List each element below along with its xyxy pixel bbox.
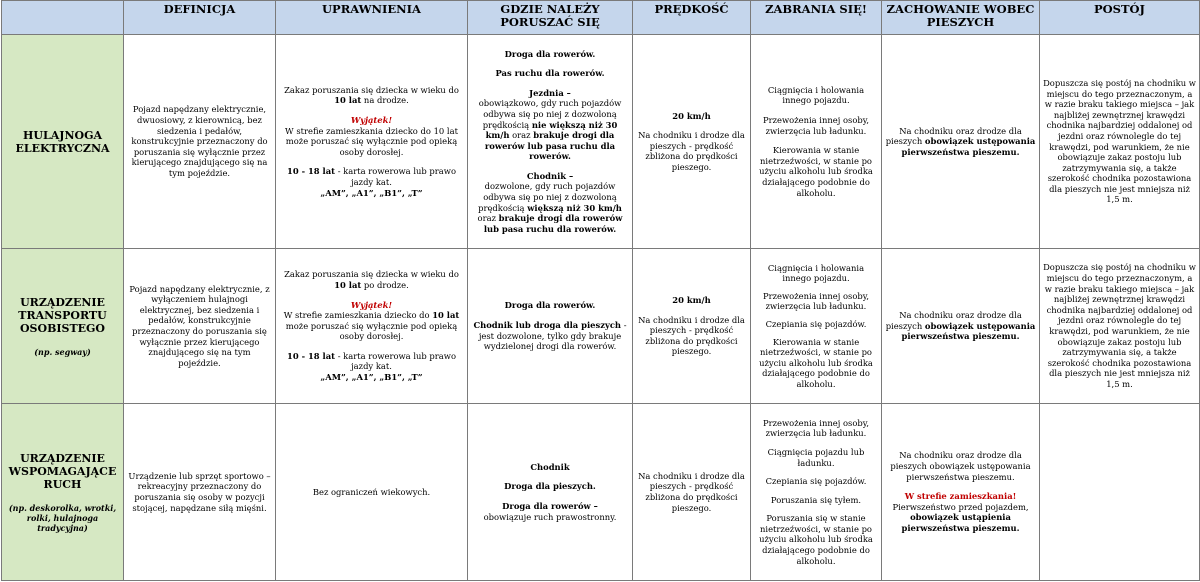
uprawnienia-license: [279, 166, 464, 198]
speed-note: Na chodniku i drodze dla pieszych - prędkość zbliżona do prędkości pieszego.: [638, 314, 745, 357]
gdzie-item: [471, 501, 629, 522]
uprawnienia-license: [279, 351, 464, 383]
text: Droga dla pieszych.: [504, 481, 596, 492]
row-urzadzenie-transportu-osobistego: [2, 249, 1200, 404]
text: Zakaz poruszania się dziecka w wieku do: [284, 84, 459, 95]
gdzie-item: [471, 49, 629, 60]
cell-zachowanie: [882, 35, 1040, 249]
age-value: 10 lat: [334, 95, 362, 106]
text: - karta rowerowa lub prawo jazdy kat.: [335, 350, 456, 372]
row-title: [2, 249, 124, 404]
cell-zabrania: [751, 404, 882, 581]
text: Pierwszeństwo przed pojazdem,: [892, 501, 1029, 512]
gdzie-item: [471, 68, 629, 79]
header-row: [2, 1, 1200, 35]
exception-label: Wyjątek!: [350, 299, 393, 310]
zachowanie-item: Na chodniku oraz drodze dla pieszych obowiązek ustępowania pierwszeństwa pieszemu.: [890, 450, 1031, 482]
zakaz-item: Kierowania w stanie nietrzeźwości, w stanie po użyciu alkoholu lub środka działającego podobnie do alkoholu.: [759, 336, 873, 389]
speed-note: Na chodniku i drodze dla pieszych - prędkość zbliżona do prędkości pieszego.: [638, 130, 745, 172]
uprawnienia-text: Bez ograniczeń wiekowych.: [312, 486, 431, 497]
definicja-text: Pojazd napędzany elektrycznie, dwuosiowy, z kierownicą, bez siedzenia i pedałów, konstrukcyjnie przeznaczony do poruszania się wyłącznie przez kierującego znajdującego się na tym pojeździe.: [131, 104, 268, 178]
zakaz-item: Ciągnięcia pojazdu lub ładunku.: [767, 446, 865, 468]
cell-definicja: [124, 404, 276, 581]
gdzie-item: [471, 462, 629, 473]
text: Chodnik –: [526, 170, 574, 181]
speed-value: [636, 295, 747, 306]
text: większą niż 30 km/h: [527, 202, 622, 213]
text: 20 km/h: [672, 110, 711, 121]
zakaz-item: Poruszania się w stanie nietrzeźwości, w stanie po użyciu alkoholu lub środka działającego podobnie do alkoholu.: [759, 513, 873, 566]
definicja-text: Pojazd napędzany elektrycznie, z wyłączeniem hulajnogi elektrycznej, bez siedzenia i pedałów, konstrukcyjnie przeznaczony do poruszania się wyłącznie przez kierującego znajdującego się na tym pojeździe.: [129, 283, 270, 368]
text: dozwolone, gdy ruch pojazdów odbywa się po niej z dozwoloną prędkością: [478, 181, 617, 213]
text: obowiązek ustępowania pierwszeństwa pieszemu.: [901, 136, 1036, 157]
row-hulajnoga-elektryczna: [2, 35, 1200, 249]
uprawnienia-exception: [279, 300, 464, 342]
text: Na chodniku oraz drodze dla pieszych: [885, 310, 1022, 331]
zakaz-item: Kierowania w stanie nietrzeźwości, w stanie po użyciu alkoholu lub środka działającego podobnie do alkoholu.: [759, 145, 873, 198]
header-predkosc: PRĘDKOŚĆ: [633, 1, 751, 35]
gdzie-item: [471, 300, 629, 311]
header-uprawnienia: UPRAWNIENIA: [276, 1, 468, 35]
text: obowiązek ustępowania pierwszeństwa pieszemu.: [901, 320, 1036, 342]
row-title: [2, 404, 124, 581]
text: oraz: [477, 213, 499, 224]
row-title: [2, 35, 124, 249]
text: brakuje drogi dla rowerów lub pasa ruchu dla rowerów.: [484, 130, 616, 162]
header-gdzie: GDZIE NALEŻY PORUSZAĆ SIĘ: [468, 1, 633, 35]
zakaz-item: Przewożenia innej osoby, zwierzęcia lub ładunku.: [762, 115, 870, 136]
age-value: 10 lat: [334, 279, 362, 290]
row-title-text: URZĄDZENIE TRANSPORTU OSOBISTEGO: [18, 295, 107, 335]
text: 20 km/h: [672, 295, 711, 306]
text: Na chodniku oraz drodze dla pieszych: [885, 125, 1022, 147]
zakaz-item: Przewożenia innej osoby, zwierzęcia lub ładunku.: [762, 417, 870, 439]
age-range: 10 - 18 lat: [287, 166, 336, 177]
header-postoj: POSTÓJ: [1040, 1, 1200, 35]
cell-zabrania: [751, 35, 882, 249]
uprawnienia-age-limit: [279, 85, 464, 106]
cell-zachowanie: [882, 404, 1040, 581]
text: Jezdnia –: [529, 87, 571, 98]
zakaz-item: Ciągnięcia i holowania innego pojazdu.: [767, 84, 865, 106]
row-subtitle: (np. deskorolka, wrotki, rolki, hulajnoga tradycyjna): [8, 502, 117, 533]
gdzie-item: [471, 320, 629, 352]
cell-predkosc: [633, 35, 751, 249]
cell-uprawnienia: [276, 35, 468, 249]
exception-text: W strefie zamieszkania dziecko do 10 lat może poruszać się wyłącznie pod opieką osoby dorosłej.: [285, 125, 458, 157]
age-range: 10 - 18 lat: [287, 350, 336, 361]
age-value: 10 lat: [432, 310, 460, 321]
zakaz-item: Poruszania się tyłem.: [770, 494, 862, 505]
row-subtitle: (np. segway): [34, 346, 91, 357]
text: Droga dla rowerów.: [504, 48, 596, 59]
cell-postoj: [1040, 249, 1200, 404]
speed-note: Na chodniku i drodze dla pieszych - prędkość zbliżona do prędkości pieszego.: [638, 470, 745, 513]
cell-zabrania: [751, 249, 882, 404]
license-categories: „AM”, „A1”, „B1”, „T”: [320, 372, 423, 383]
text: Pas ruchu dla rowerów.: [495, 68, 605, 79]
header-zachowanie: ZACHOWANIE WOBEC PIESZYCH: [882, 1, 1040, 35]
exception-label: Wyjątek!: [350, 115, 393, 126]
text: obowiązek ustąpienia pierwszeństwa pieszemu.: [901, 512, 1020, 533]
cell-uprawnienia: [276, 249, 468, 404]
text: Zakaz poruszania się dziecka w wieku do: [284, 269, 459, 280]
cell-gdzie: [468, 249, 633, 404]
cell-gdzie: [468, 404, 633, 581]
text: obowiązkowo, gdy ruch pojazdów odbywa się po niej z dozwoloną prędkością: [478, 98, 622, 130]
zakaz-item: Czepiania się pojazdów.: [765, 318, 867, 329]
corner-cell: [2, 1, 124, 35]
text: może poruszać się wyłącznie pod opieką osoby dorosłej.: [285, 320, 458, 342]
text: W strefie zamieszkania dziecko do: [283, 310, 433, 321]
text: na drodze.: [361, 95, 409, 106]
text: nie większą niż 30 km/h: [485, 119, 618, 141]
cell-definicja: [124, 35, 276, 249]
text: brakuje drogi dla rowerów lub pasa ruchu dla rowerów.: [483, 213, 623, 234]
header-definicja: DEFINICJA: [124, 1, 276, 35]
cell-predkosc: [633, 249, 751, 404]
gdzie-item: [471, 481, 629, 492]
text: Droga dla rowerów.: [504, 300, 596, 311]
cell-gdzie: [468, 35, 633, 249]
postoj-text: Dopuszcza się postój na chodniku w miejscu do tego przeznaczonym, a w razie braku takiego miejsca – jak najbliżej zewnętrznej krawędzi chodnika najbardziej oddalonej od jezdni oraz równolegle do tej krawędzi, pod warunkiem, że nie obowiązuje zakaz postoju lub zatrzymywania się, a także szerokość chodnika pozostawiona dla pieszych nie jest mniejsza niż 1,5 m.: [1043, 77, 1196, 205]
cell-postoj: [1040, 404, 1200, 581]
cell-predkosc: [633, 404, 751, 581]
text: oraz: [509, 130, 534, 141]
cell-uprawnienia: [276, 404, 468, 581]
cell-definicja: [124, 249, 276, 404]
text: Droga dla rowerów –: [502, 501, 598, 511]
postoj-text: Dopuszcza się postój na chodniku w miejscu do tego przeznaczonym, a w razie braku takiego miejsca – jak najbliżej zewnętrznej krawędzi chodnika najbardziej oddalonej od jezdni oraz równolegle do tej krawędzi, pod warunkiem, że nie obowiązuje zakaz postoju lub zatrzymywania się, a także szerokość chodnika pozostawiona dla pieszych nie jest mniejsza niż 1,5 m.: [1043, 262, 1196, 389]
license-categories: „AM”, „A1”, „B1”, „T”: [320, 187, 423, 198]
uprawnienia-age-limit: [279, 269, 464, 290]
zakaz-item: Ciągnięcia i holowania innego pojazdu.: [767, 262, 865, 284]
text: po drodze.: [361, 279, 409, 290]
text: - karta rowerowa lub prawo jazdy kat.: [335, 166, 456, 187]
header-zabrania: ZABRANIA SIĘ!: [751, 1, 882, 35]
speed-value: [636, 111, 747, 122]
row-urzadzenie-wspomagajace-ruch: [2, 404, 1200, 581]
row-title-text: HULAJNOGA ELEKTRYCZNA: [15, 128, 110, 155]
text: Chodnik lub droga dla pieszych: [473, 319, 622, 330]
row-title-text: URZĄDZENIE WSPOMAGAJĄCE RUCH: [8, 451, 117, 491]
gdzie-item: [471, 171, 629, 235]
zakaz-item: Czepiania się pojazdów.: [765, 476, 867, 487]
zone-warning: W strefie zamieszkania!: [904, 491, 1017, 502]
text: obowiązuje ruch prawostronny.: [483, 511, 617, 522]
text: - jest dozwolone, tylko gdy brakuje wydzielonej drogi dla rowerów.: [478, 319, 627, 352]
gdzie-item: [471, 88, 629, 162]
text: Chodnik: [530, 461, 570, 472]
zachowanie-item: [885, 491, 1036, 533]
uprawnienia-exception: [279, 115, 464, 157]
cell-zachowanie: [882, 249, 1040, 404]
zakaz-item: Przewożenia innej osoby, zwierzęcia lub ładunku.: [762, 290, 870, 312]
definicja-text: Urządzenie lub sprzęt sportowo – rekreacyjny przeznaczony do poruszania się osoby w pozycji stojącej, napędzane siłą mięśni.: [128, 470, 271, 513]
cell-postoj: [1040, 35, 1200, 249]
rules-table: [1, 0, 1200, 581]
